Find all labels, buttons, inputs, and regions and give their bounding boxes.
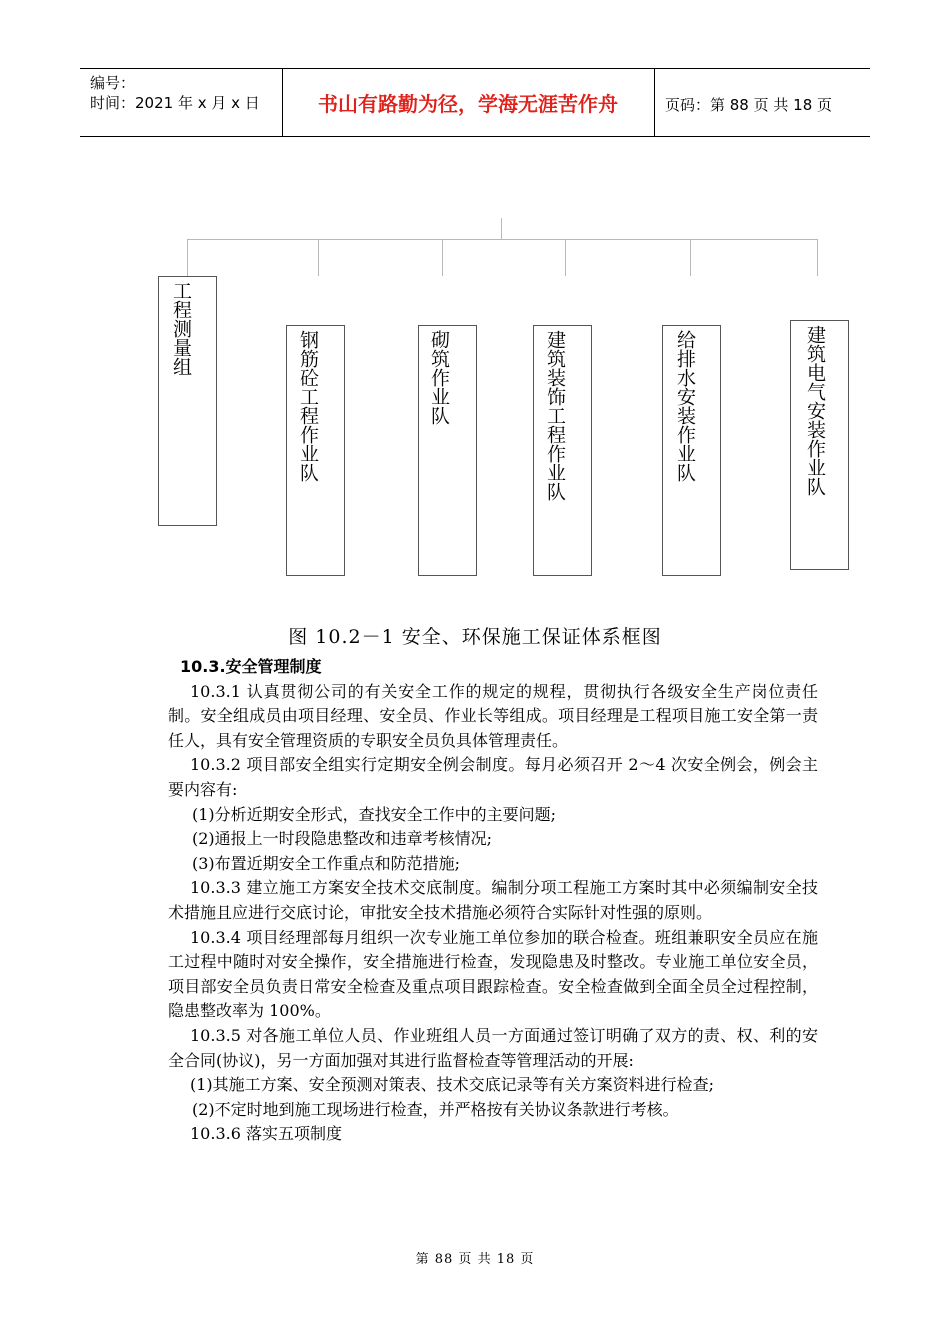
tree-branch-4 bbox=[565, 239, 566, 276]
org-box-label: 建筑装饰工程作业队 bbox=[544, 330, 566, 501]
page-info: 页码：第 88 页 共 18 页 bbox=[665, 96, 833, 114]
section-heading: 10.3.安全管理制度 bbox=[180, 657, 322, 676]
org-box-plumbing-team bbox=[662, 325, 721, 576]
paragraph-10-3-1: 10.3.1 认真贯彻公司的有关安全工作的规定的规程，贯彻执行各级安全生产岗位责任制。安全组成员由项目经理、安全员、作业长等组成。项目经理是工程项目施工安全第一责任人，具有安全管理资质的专职安全员负具体管理责任。 bbox=[168, 681, 818, 750]
paragraph-10-3-2: 10.3.2 项目部安全组实行定期安全例会制度。每月必须召开 2～4 次安全例会，例会主要内容有: bbox=[168, 755, 818, 799]
org-box-label: 砌筑作业队 bbox=[428, 330, 450, 425]
list-item: (2)通报上一时段隐患整改和违章考核情况; bbox=[192, 829, 493, 849]
header-motto: 书山有路勤为径，学海无涯苦作舟 bbox=[318, 92, 618, 116]
paragraph-10-3-4: 10.3.4 项目经理部每月组织一次专业施工单位参加的联合检查。班组兼职安全员应在施工过程中随时对安全操作，安全措施进行检查，发现隐患及时整改。专业施工单位安全员，项目部安全员负责日常安全检查及重点项目跟踪检查。安全检查做到全面全员全过程控制，隐患整改率为 100%。 bbox=[168, 927, 818, 1021]
org-box-label: 工程测量组 bbox=[170, 281, 192, 376]
tree-horizontal-bar bbox=[187, 239, 818, 240]
org-box-electrical-team bbox=[790, 320, 849, 570]
paragraph-10-3-6: 10.3.6 落实五项制度 bbox=[190, 1124, 342, 1144]
tree-root-connector bbox=[501, 218, 502, 240]
tree-branch-5 bbox=[690, 239, 691, 276]
figure-caption: 图 10.2－1 安全、环保施工保证体系框图 bbox=[288, 626, 662, 648]
header-bottom-rule bbox=[80, 136, 870, 137]
tree-branch-3 bbox=[442, 239, 443, 276]
list-item: (3)布置近期安全工作重点和防范措施; bbox=[192, 853, 461, 873]
tree-branch-2 bbox=[318, 239, 319, 276]
header-top-rule bbox=[80, 68, 870, 69]
list-item: (1)其施工方案、安全预测对策表、技术交底记录等有关方案资料进行检查; bbox=[190, 1075, 715, 1095]
org-box-label: 建筑电气安装作业队 bbox=[804, 325, 826, 496]
header-divider-right bbox=[654, 68, 655, 136]
page-footer: 第 88 页 共 18 页 bbox=[415, 1252, 535, 1267]
tree-branch-6 bbox=[817, 239, 818, 276]
org-box-decoration-team bbox=[533, 325, 592, 576]
document-time-label: 时间：2021 年 x 月 x 日 bbox=[90, 94, 260, 112]
list-item: (1)分析近期安全形式，查找安全工作中的主要问题; bbox=[192, 804, 557, 824]
org-box-label: 给排水安装作业队 bbox=[674, 330, 696, 482]
document-number-label: 编号： bbox=[90, 74, 136, 92]
paragraph-10-3-5: 10.3.5 对各施工单位人员、作业班组人员一方面通过签订明确了双方的责、权、利的安全合同(协议)，另一方面加强对其进行监督检查等管理活动的开展: bbox=[168, 1025, 818, 1070]
org-box-masonry-team bbox=[418, 325, 477, 576]
org-box-rebar-concrete-team bbox=[286, 325, 345, 576]
tree-branch-1 bbox=[187, 239, 188, 276]
list-item: (2)不定时地到施工现场进行检查，并严格按有关协议条款进行考核。 bbox=[192, 1099, 679, 1119]
org-box-label: 钢筋砼工程作业队 bbox=[297, 330, 319, 482]
org-box-survey-group bbox=[158, 276, 217, 526]
paragraph-10-3-3: 10.3.3 建立施工方案安全技术交底制度。编制分项工程施工方案时其中必须编制安全技术措施且应进行交底讨论，审批安全技术措施必须符合实际针对性强的原则。 bbox=[168, 878, 818, 922]
document-body bbox=[168, 655, 818, 1147]
